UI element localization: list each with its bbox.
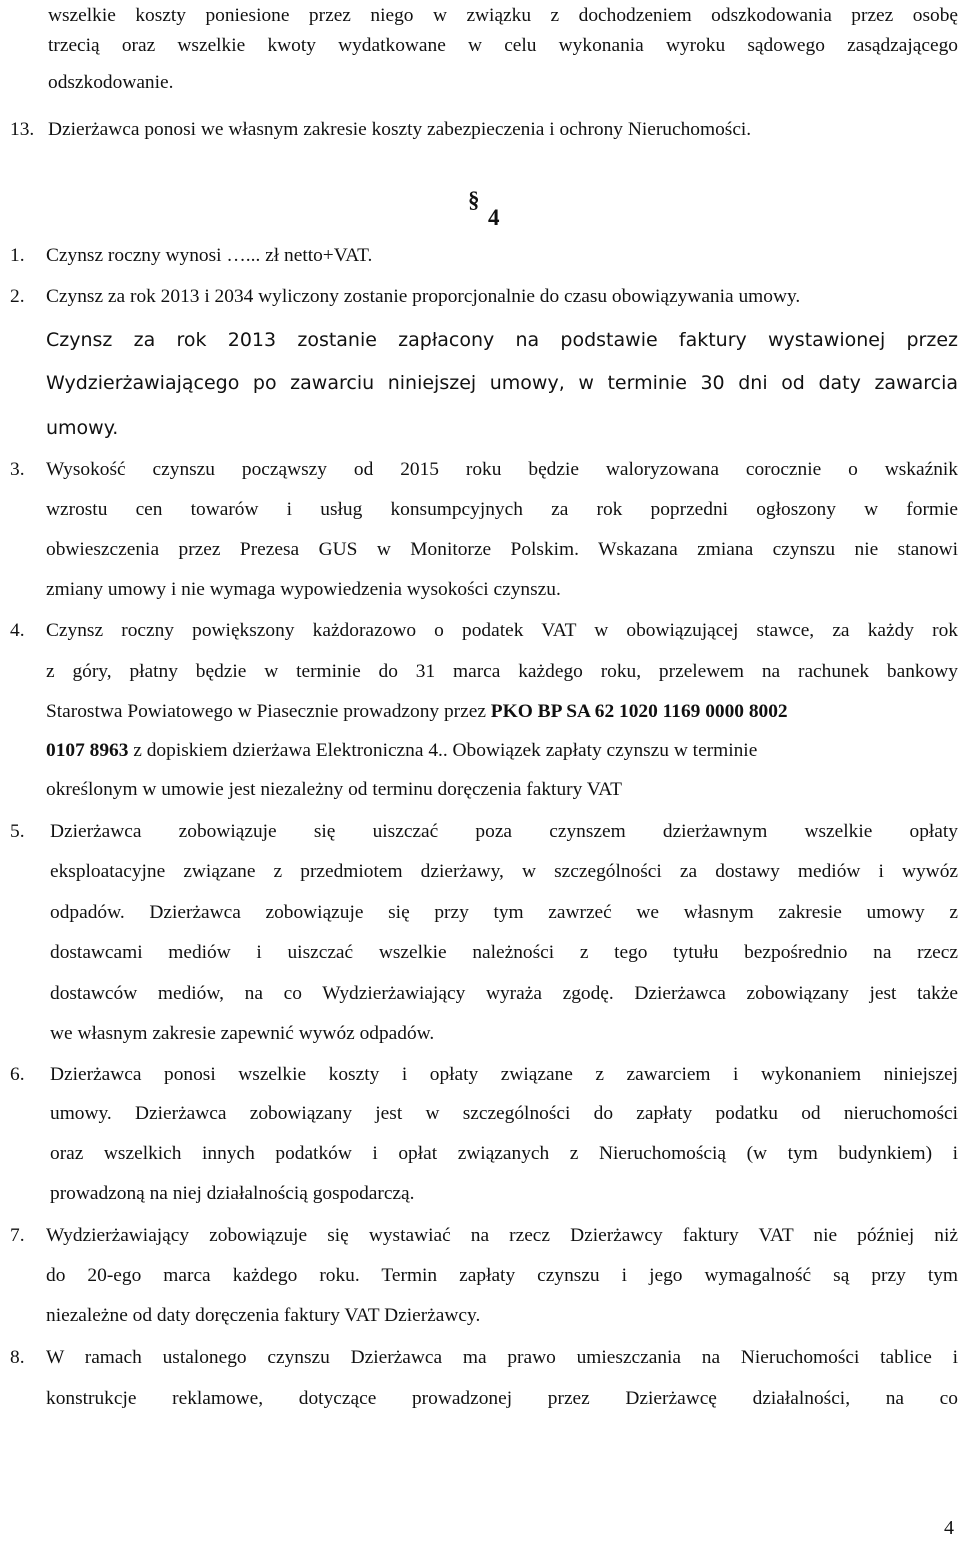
item-4-line-5: określonym w umowie jest niezależny od terminu doręczenia faktury VAT — [46, 779, 622, 800]
item-4-line-3 — [46, 692, 788, 732]
item-2-number: 2. — [10, 286, 25, 307]
item-3-line-3: obwieszczenia przez Prezesa GUS w Monitorze Polskim. Wskazana zmiana czynszu nie stanowi — [46, 539, 958, 560]
item-2-line-3: Wydzierżawiającego po zawarciu niniejszej umowy, w terminie 30 dni od daty zawarcia — [46, 372, 958, 394]
intro-line-1: wszelkie koszty poniesione przez niego w związku z dochodzeniem odszkodowania przez osobę — [48, 5, 958, 26]
item-8-number: 8. — [10, 1347, 25, 1368]
item-6-line-3: oraz wszelkich innych podatków i opłat związanych z Nieruchomością (w tym budynkiem) i — [50, 1143, 958, 1164]
item-7-line-1: Wydzierżawiający zobowiązuje się wystawiać na rzecz Dzierżawcy faktury VAT nie później niż — [46, 1225, 958, 1246]
item-1-line-1: Czynsz roczny wynosi …... zł netto+VAT. — [46, 245, 373, 266]
item-2-line-2: Czynsz za rok 2013 zostanie zapłacony na podstawie faktury wystawionej przez — [46, 329, 958, 351]
section-symbol: § — [468, 187, 480, 212]
item-7-number: 7. — [10, 1225, 25, 1246]
item-5-line-5: dostawców mediów, na co Wydzierżawiający wyraża zgodę. Dzierżawca zobowiązany jest także — [50, 983, 958, 1004]
item-2-line-1: Czynsz za rok 2013 i 2034 wyliczony zostanie proporcjonalnie do czasu obowiązywania umowy. — [46, 286, 801, 307]
item-5-line-1: Dzierżawca zobowiązuje się uiszczać poza czynszem dzierżawnym wszelkie opłaty — [50, 821, 958, 842]
item-7-line-2: do 20-ego marca każdego roku. Termin zapłaty czynszu i jego wymagalność są przy tym — [46, 1265, 958, 1286]
intro-line-3: odszkodowanie. — [48, 72, 174, 93]
section-number: 4 — [488, 205, 500, 230]
item-3-number: 3. — [10, 459, 25, 480]
item-6-line-4: prowadzoną na niej działalnością gospodarczą. — [50, 1183, 415, 1204]
item-4-line-4-text: z dopiskiem dzierżawa Elektroniczna 4.. Obowiązek zapłaty czynszu w terminie — [133, 740, 758, 761]
item-1-number: 1. — [10, 245, 25, 266]
intro-line-2: trzecią oraz wszelkie kwoty wydatkowane w celu wykonania wyroku sądowego zasądzającego — [48, 35, 958, 56]
item-6-line-2: umowy. Dzierżawca zobowiązany jest w szczególności do zapłaty podatku od nieruchomości — [50, 1103, 958, 1124]
item-4-number: 4. — [10, 620, 25, 641]
item-7-line-3: niezależne od daty doręczenia faktury VAT Dzierżawcy. — [46, 1305, 481, 1326]
item-5-line-6: we własnym zakresie zapewnić wywóz odpadów. — [50, 1023, 435, 1044]
item-5-line-3: odpadów. Dzierżawca zobowiązuje się przy tym zawrzeć we własnym zakresie umowy z — [50, 902, 958, 923]
item-8-line-1: W ramach ustalonego czynszu Dzierżawca ma prawo umieszczania na Nieruchomości tablice i — [46, 1347, 958, 1368]
item-6-number: 6. — [10, 1064, 25, 1085]
item-3-line-1: Wysokość czynszu począwszy od 2015 roku będzie waloryzowana corocznie o wskaźnik — [46, 459, 958, 480]
item-4-line-2: z góry, płatny będzie w terminie do 31 marca każdego roku, przelewem na rachunek bankowy — [46, 661, 958, 682]
item-5-line-4: dostawcami mediów i uiszczać wszelkie należności z tego tytułu bezpośrednio na rzecz — [50, 942, 958, 963]
item-5-line-2: eksploatacyjne związane z przedmiotem dzierżawy, w szczególności za dostawy mediów i wywóz — [50, 861, 958, 882]
item-4-line-1: Czynsz roczny powiększony każdorazowo o podatek VAT w obowiązującej stawce, za każdy rok — [46, 620, 958, 641]
page-number: 4 — [944, 1517, 954, 1539]
item-8-line-2: konstrukcje reklamowe, dotyczące prowadzonej przez Dzierżawcę działalności, na co — [46, 1388, 958, 1409]
item-5-number: 5. — [10, 821, 25, 842]
item-2-line-4: umowy. — [46, 417, 119, 439]
item-4-line-4 — [46, 731, 757, 771]
item-13-number: 13. — [10, 119, 35, 140]
item-3-line-2: wzrostu cen towarów i usług konsumpcyjnych za rok poprzedni ogłoszony w formie — [46, 499, 958, 520]
bank-account-part-2: 0107 8963 — [46, 740, 129, 761]
bank-account-part-1: PKO BP SA 62 1020 1169 0000 8002 — [490, 701, 788, 722]
item-6-line-1: Dzierżawca ponosi wszelkie koszty i opłaty związane z zawarciem i wykonaniem niniejszej — [50, 1064, 958, 1085]
item-4-line-3-text: Starostwa Powiatowego w Piasecznie prowadzony przez — [46, 701, 486, 722]
item-13-text: Dzierżawca ponosi we własnym zakresie koszty zabezpieczenia i ochrony Nieruchomości. — [48, 119, 752, 140]
item-3-line-4: zmiany umowy i nie wymaga wypowiedzenia wysokości czynszu. — [46, 579, 561, 600]
